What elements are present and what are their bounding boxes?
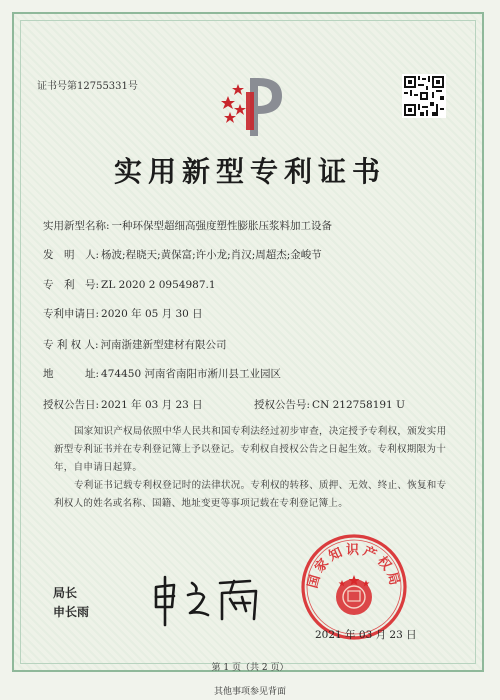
footer-note: 其他事项参见背面 (213, 687, 286, 697)
svg-text:国家知识产权局: 国家知识产权局 (305, 543, 403, 590)
field-label: 授权公告号: (254, 399, 311, 411)
director-signature (150, 573, 270, 628)
issue-date: 2021 年 03 月 23 日 (315, 629, 417, 641)
field-announce-date (43, 397, 203, 412)
legal-status-statement: 专利证书记载专利权登记时的法律状况。专利权的转移、质押、无效、终止、恢复和专利权人的姓名或名称、国籍、地址变更等事项记载在专利登记簿上。 (54, 480, 447, 509)
field-address (43, 366, 281, 381)
field-label: 地 址: (43, 368, 100, 380)
field-value: CN 212758191 U (312, 399, 405, 411)
official-seal-icon (300, 533, 408, 641)
field-patentee (43, 337, 227, 352)
qr-code (402, 74, 446, 118)
field-application-date (43, 306, 203, 321)
field-label: 专利申请日: (43, 308, 100, 320)
field-label: 发 明 人: (43, 249, 100, 261)
field-inventors (43, 247, 322, 262)
field-value: ZL 2020 2 0954987.1 (101, 279, 216, 291)
field-patent-number (43, 277, 216, 292)
field-value: 河南浙建新型建材有限公司 (100, 339, 227, 351)
field-label: 授权公告日: (43, 399, 100, 411)
director-name: 申长雨 (53, 605, 90, 619)
field-announce-number (254, 397, 405, 412)
grant-statement: 国家知识产权局依照中华人民共和国专利法经过初步审查，决定授予专利权，颁发实用新型专利证书并在专利登记簿上予以登记。专利权自授权公告之日起生效。专利权期限为十年，自申请日起算。 (54, 426, 447, 473)
certificate-number: 证书号第12755331号 (37, 81, 138, 92)
field-label: 实用新型名称: (43, 220, 110, 232)
cnipa-logo-icon (220, 70, 284, 140)
field-value: 474450 河南省南阳市淅川县工业园区 (101, 368, 281, 380)
field-value: 一种环保型超细高强度塑性膨胀压浆料加工设备 (111, 220, 333, 232)
page-title: 实用新型专利证书 (113, 155, 386, 188)
director-title: 局长 (53, 586, 78, 600)
page-number: 第 1 页（共 2 页） (211, 663, 289, 673)
field-label: 专 利 权 人: (43, 339, 99, 351)
field-value: 杨波;程晓天;黄保富;许小龙;肖汉;周超杰;金峻节 (101, 249, 322, 261)
field-value: 2021 年 03 月 23 日 (101, 399, 203, 411)
field-label: 专 利 号: (43, 279, 100, 291)
field-utility-model-name (43, 218, 332, 233)
field-value: 2020 年 05 月 30 日 (101, 308, 203, 320)
